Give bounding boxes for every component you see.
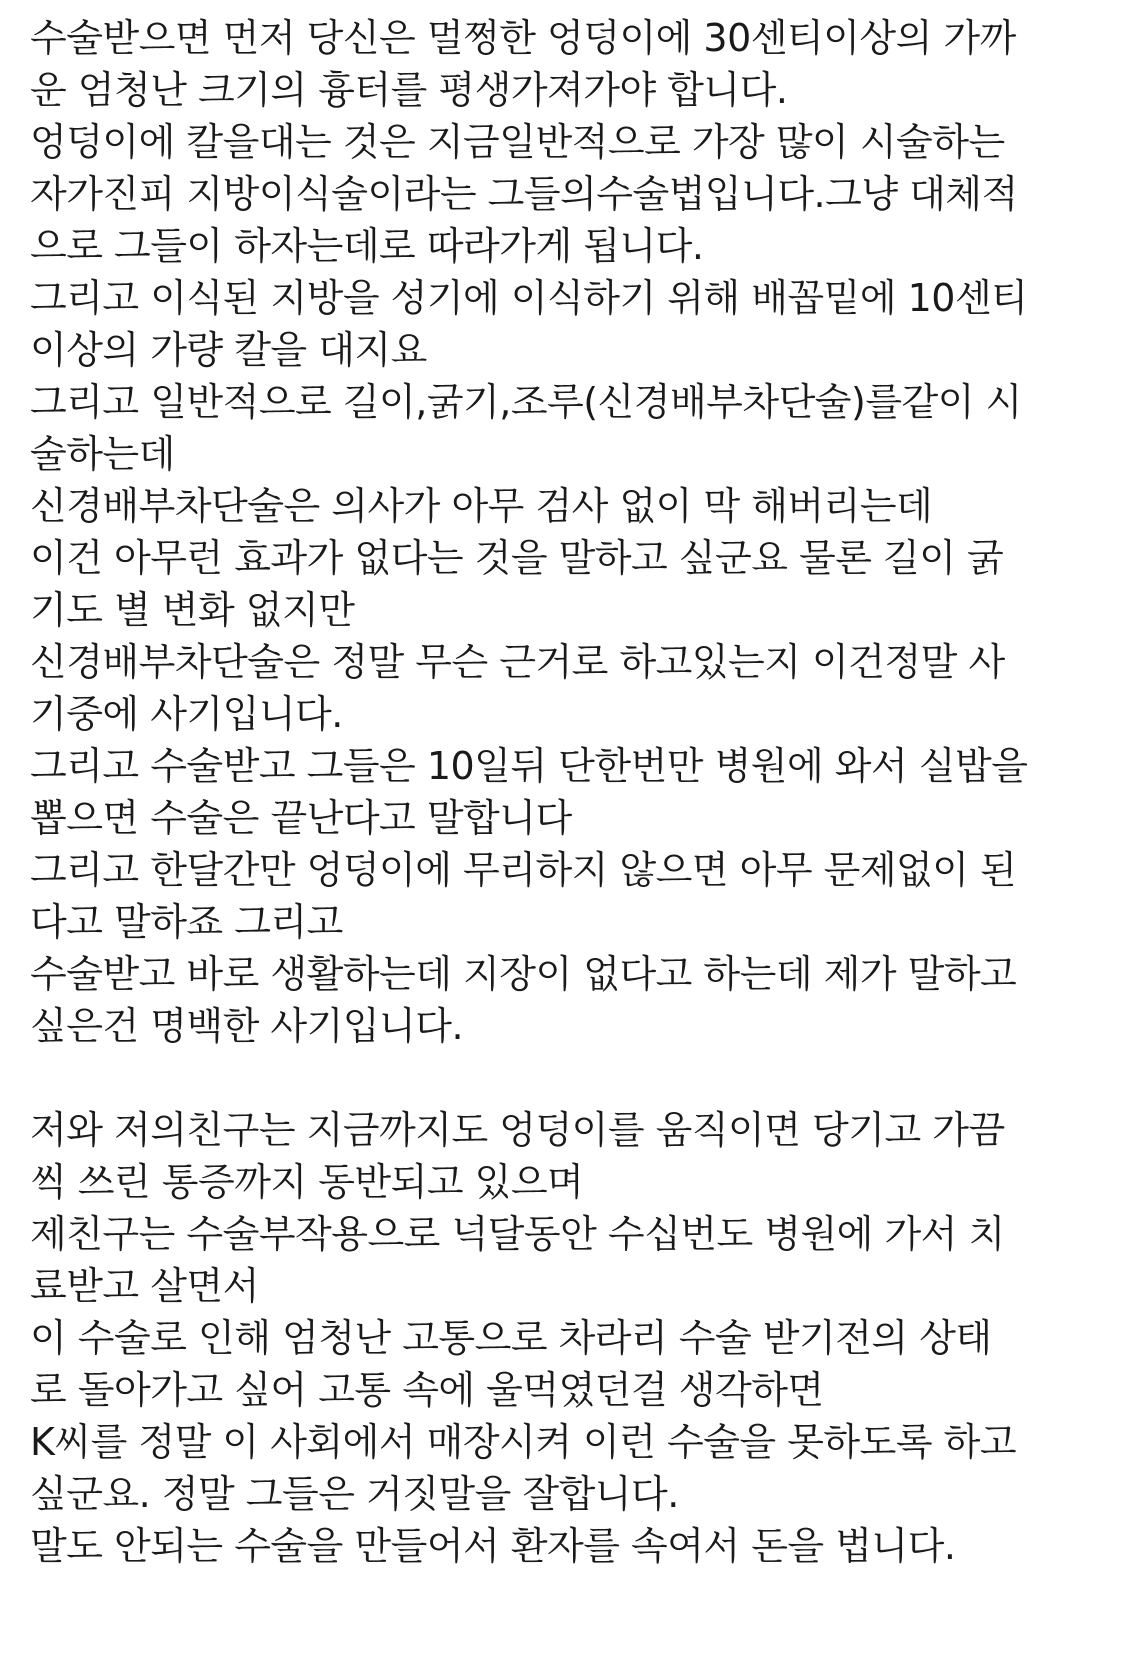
text-line: 싶군요. 정말 그들은 거짓말을 잘합니다. (30, 1472, 679, 1516)
text-line: 료받고 살면서 (30, 1264, 259, 1308)
text-line: 자가진피 지방이식술이라는 그들의수술법입니다.그냥 대체적 (30, 172, 1018, 216)
text-line: 다고 말하죠 그리고 (30, 900, 343, 944)
text-line: 그리고 일반적으로 길이,굵기,조루(신경배부차단술)를같이 시 (30, 380, 1022, 424)
text-line: 기중에 사기입니다. (30, 692, 343, 736)
text-line: 그리고 수술받고 그들은 10일뒤 단한번만 병원에 와서 실밥을 (30, 744, 1028, 788)
text-line: 술하는데 (30, 432, 175, 476)
text-line: 으로 그들이 하자는데로 따라가게 됩니다. (30, 224, 704, 268)
blank-line (30, 1052, 1100, 1104)
text-line: 수술받으면 먼저 당신은 멀쩡한 엉덩이에 30센티이상의 가까 (30, 16, 1016, 60)
text-line: 씩 쓰린 통증까지 동반되고 있으며 (30, 1160, 584, 1204)
text-line: 제친구는 수술부작용으로 넉달동안 수십번도 병원에 가서 치 (30, 1212, 1005, 1256)
text-line: 이 수술로 인해 엄청난 고통으로 차라리 수술 받기전의 상태 (30, 1316, 992, 1360)
text-line: K씨를 정말 이 사회에서 매장시켜 이런 수술을 못하도록 하고 (30, 1420, 1017, 1464)
text-line: 기도 별 변화 없지만 (30, 588, 355, 632)
text-line: 신경배부차단술은 정말 무슨 근거로 하고있는지 이건정말 사 (30, 640, 1005, 684)
text-line: 뽑으면 수술은 끝난다고 말합니다 (30, 796, 572, 840)
text-line: 이상의 가량 칼을 대지요 (30, 328, 427, 372)
text-line: 신경배부차단술은 의사가 아무 검사 없이 막 해버리는데 (30, 484, 933, 528)
text-line: 싶은건 명백한 사기입니다. (30, 1004, 464, 1048)
text-line: 말도 안되는 수술을 만들어서 환자를 속여서 돈을 법니다. (30, 1524, 956, 1568)
text-line: 로 돌아가고 싶어 고통 속에 울먹였던걸 생각하면 (30, 1368, 824, 1412)
text-line: 이건 아무런 효과가 없다는 것을 말하고 싶군요 물론 길이 굵 (30, 536, 1004, 580)
text-line: 그리고 이식된 지방을 성기에 이식하기 위해 배꼽밑에 10센티 (30, 276, 1028, 320)
text-line: 수술받고 바로 생활하는데 지장이 없다고 하는데 제가 말하고 (30, 952, 1017, 996)
text-line: 엉덩이에 칼을대는 것은 지금일반적으로 가장 많이 시술하는 (30, 120, 1005, 164)
text-line: 저와 저의친구는 지금까지도 엉덩이를 움직이면 당기고 가끔 (30, 1108, 1005, 1152)
text-line: 운 엄청난 크기의 흉터를 평생가져가야 합니다. (30, 68, 788, 112)
text-line: 그리고 한달간만 엉덩이에 무리하지 않으면 아무 문제없이 된 (30, 848, 1017, 892)
post-body (30, 12, 1100, 1572)
